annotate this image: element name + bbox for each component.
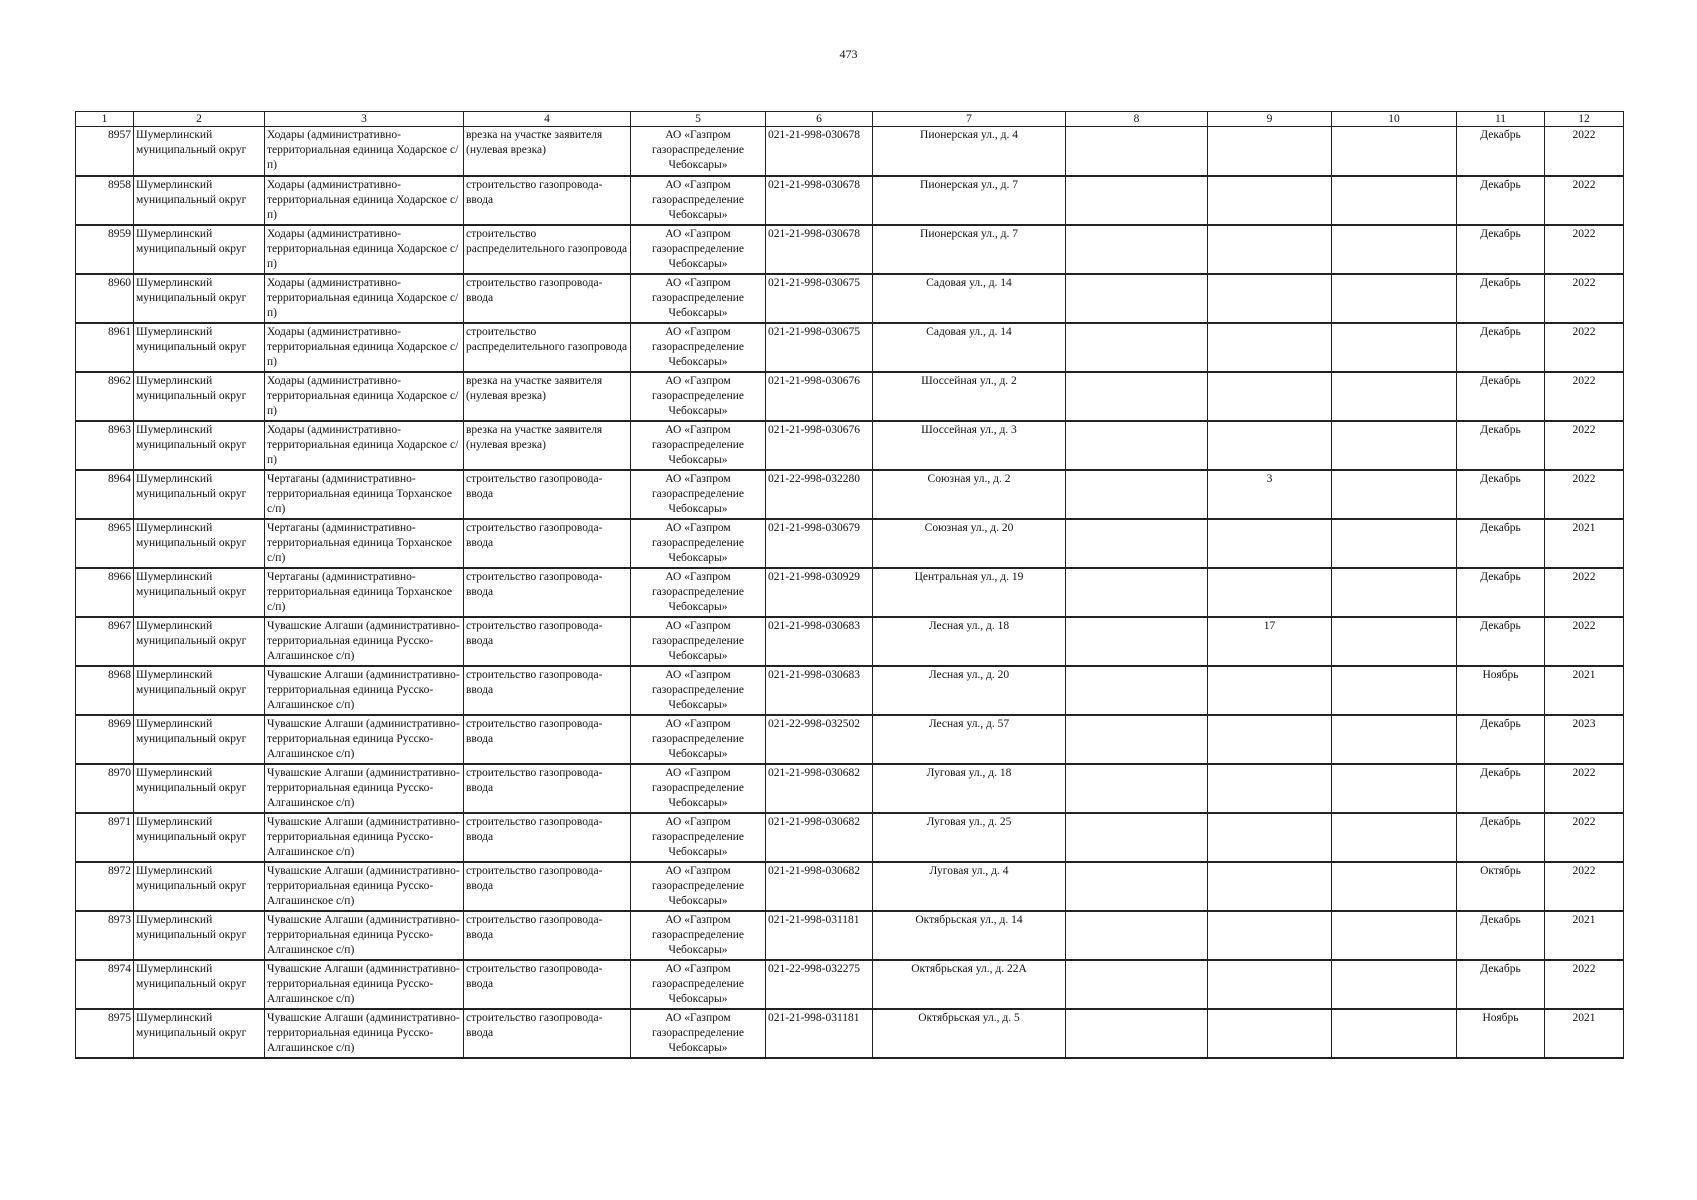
cell-registry-id: 021-21-998-030678 [766, 225, 873, 274]
cell-registry-id: 021-21-998-030678 [766, 176, 873, 225]
cell-address: Лесная ул., д. 18 [873, 617, 1066, 666]
cell-month: Декабрь [1457, 568, 1545, 617]
cell-settlement: Ходары (административно-территориальная единица Ходарское с/п) [265, 176, 464, 225]
cell-year: 2021 [1545, 666, 1624, 715]
cell-settlement: Ходары (административно-территориальная единица Ходарское с/п) [265, 323, 464, 372]
table-row [76, 764, 1624, 813]
cell-col8 [1066, 323, 1208, 372]
cell-work-type: врезка на участке заявителя (нулевая врезка) [464, 372, 631, 421]
table-row [76, 127, 1624, 176]
cell-year: 2021 [1545, 1009, 1624, 1058]
cell-number: 8974 [76, 960, 134, 1009]
cell-col10 [1332, 421, 1457, 470]
cell-month: Декабрь [1457, 421, 1545, 470]
cell-organization: АО «Газпром газораспределение Чебоксары» [631, 127, 766, 176]
cell-col8 [1066, 127, 1208, 176]
cell-registry-id: 021-22-998-032502 [766, 715, 873, 764]
cell-work-type: строительство газопровода-ввода [464, 960, 631, 1009]
cell-settlement: Чувашские Алгаши (административно-территориальная единица Русско-Алгашинское с/п) [265, 813, 464, 862]
cell-work-type: строительство газопровода-ввода [464, 715, 631, 764]
cell-year: 2022 [1545, 176, 1624, 225]
cell-address: Союзная ул., д. 2 [873, 470, 1066, 519]
cell-month: Декабрь [1457, 127, 1545, 176]
cell-settlement: Чувашские Алгаши (административно-территориальная единица Русско-Алгашинское с/п) [265, 862, 464, 911]
cell-number: 8968 [76, 666, 134, 715]
cell-district: Шумерлинский муниципальный округ [134, 764, 265, 813]
cell-address: Пионерская ул., д. 4 [873, 127, 1066, 176]
cell-registry-id: 021-21-998-030679 [766, 519, 873, 568]
cell-col9 [1208, 911, 1332, 960]
cell-work-type: строительство газопровода-ввода [464, 764, 631, 813]
cell-col8 [1066, 617, 1208, 666]
cell-district: Шумерлинский муниципальный округ [134, 911, 265, 960]
table-row [76, 421, 1624, 470]
cell-col9 [1208, 225, 1332, 274]
cell-registry-id: 021-21-998-030683 [766, 617, 873, 666]
cell-work-type: строительство газопровода-ввода [464, 176, 631, 225]
cell-settlement: Ходары (административно-территориальная единица Ходарское с/п) [265, 225, 464, 274]
cell-year: 2022 [1545, 225, 1624, 274]
cell-address: Шоссейная ул., д. 3 [873, 421, 1066, 470]
cell-col8 [1066, 960, 1208, 1009]
cell-col10 [1332, 470, 1457, 519]
cell-col10 [1332, 715, 1457, 764]
cell-district: Шумерлинский муниципальный округ [134, 421, 265, 470]
cell-number: 8965 [76, 519, 134, 568]
table-row [76, 372, 1624, 421]
cell-registry-id: 021-21-998-030682 [766, 862, 873, 911]
cell-col9 [1208, 568, 1332, 617]
table-row [76, 666, 1624, 715]
cell-district: Шумерлинский муниципальный округ [134, 813, 265, 862]
cell-col9 [1208, 764, 1332, 813]
cell-col10 [1332, 372, 1457, 421]
cell-organization: АО «Газпром газораспределение Чебоксары» [631, 323, 766, 372]
cell-address: Луговая ул., д. 4 [873, 862, 1066, 911]
cell-year: 2022 [1545, 813, 1624, 862]
cell-year: 2022 [1545, 470, 1624, 519]
column-header: 10 [1332, 112, 1457, 127]
cell-month: Декабрь [1457, 960, 1545, 1009]
register-table [75, 111, 1624, 1059]
table-row [76, 911, 1624, 960]
cell-district: Шумерлинский муниципальный округ [134, 176, 265, 225]
cell-year: 2022 [1545, 372, 1624, 421]
column-header: 11 [1457, 112, 1545, 127]
cell-col8 [1066, 274, 1208, 323]
cell-organization: АО «Газпром газораспределение Чебоксары» [631, 1009, 766, 1058]
cell-registry-id: 021-21-998-030675 [766, 323, 873, 372]
cell-registry-id: 021-21-998-030678 [766, 127, 873, 176]
cell-col9 [1208, 274, 1332, 323]
cell-col9 [1208, 715, 1332, 764]
cell-number: 8957 [76, 127, 134, 176]
cell-col10 [1332, 274, 1457, 323]
cell-settlement: Чертаганы (административно-территориальная единица Торханское с/п) [265, 568, 464, 617]
table-row [76, 715, 1624, 764]
cell-address: Шоссейная ул., д. 2 [873, 372, 1066, 421]
cell-col9 [1208, 1009, 1332, 1058]
cell-district: Шумерлинский муниципальный округ [134, 568, 265, 617]
cell-month: Декабрь [1457, 372, 1545, 421]
cell-col9: 3 [1208, 470, 1332, 519]
cell-organization: АО «Газпром газораспределение Чебоксары» [631, 568, 766, 617]
cell-district: Шумерлинский муниципальный округ [134, 225, 265, 274]
cell-address: Луговая ул., д. 18 [873, 764, 1066, 813]
cell-month: Декабрь [1457, 470, 1545, 519]
cell-work-type: строительство распределительного газопровода [464, 225, 631, 274]
cell-address: Лесная ул., д. 57 [873, 715, 1066, 764]
cell-number: 8967 [76, 617, 134, 666]
cell-address: Пионерская ул., д. 7 [873, 176, 1066, 225]
cell-col10 [1332, 666, 1457, 715]
cell-settlement: Чувашские Алгаши (административно-территориальная единица Русско-Алгашинское с/п) [265, 960, 464, 1009]
cell-col10 [1332, 862, 1457, 911]
cell-month: Декабрь [1457, 911, 1545, 960]
cell-month: Декабрь [1457, 617, 1545, 666]
cell-col10 [1332, 911, 1457, 960]
cell-settlement: Ходары (административно-территориальная единица Ходарское с/п) [265, 127, 464, 176]
cell-number: 8971 [76, 813, 134, 862]
cell-col10 [1332, 764, 1457, 813]
cell-col9 [1208, 127, 1332, 176]
cell-work-type: строительство газопровода-ввода [464, 617, 631, 666]
column-header: 8 [1066, 112, 1208, 127]
cell-organization: АО «Газпром газораспределение Чебоксары» [631, 666, 766, 715]
cell-organization: АО «Газпром газораспределение Чебоксары» [631, 421, 766, 470]
cell-col8 [1066, 225, 1208, 274]
cell-settlement: Чувашские Алгаши (административно-территориальная единица Русско-Алгашинское с/п) [265, 666, 464, 715]
cell-month: Декабрь [1457, 274, 1545, 323]
table-row [76, 323, 1624, 372]
cell-address: Октябрьская ул., д. 5 [873, 1009, 1066, 1058]
cell-col9 [1208, 666, 1332, 715]
cell-settlement: Чувашские Алгаши (административно-территориальная единица Русско-Алгашинское с/п) [265, 617, 464, 666]
column-header: 2 [134, 112, 265, 127]
cell-work-type: строительство газопровода-ввода [464, 274, 631, 323]
cell-address: Садовая ул., д. 14 [873, 274, 1066, 323]
cell-organization: АО «Газпром газораспределение Чебоксары» [631, 813, 766, 862]
cell-year: 2022 [1545, 421, 1624, 470]
cell-col8 [1066, 568, 1208, 617]
cell-registry-id: 021-21-998-030676 [766, 372, 873, 421]
cell-year: 2022 [1545, 274, 1624, 323]
table-row [76, 225, 1624, 274]
cell-work-type: врезка на участке заявителя (нулевая врезка) [464, 421, 631, 470]
cell-work-type: врезка на участке заявителя (нулевая врезка) [464, 127, 631, 176]
cell-registry-id: 021-21-998-030929 [766, 568, 873, 617]
cell-year: 2022 [1545, 862, 1624, 911]
cell-number: 8963 [76, 421, 134, 470]
cell-col8 [1066, 519, 1208, 568]
cell-settlement: Ходары (административно-территориальная единица Ходарское с/п) [265, 372, 464, 421]
cell-organization: АО «Газпром газораспределение Чебоксары» [631, 715, 766, 764]
cell-year: 2022 [1545, 127, 1624, 176]
cell-district: Шумерлинский муниципальный округ [134, 274, 265, 323]
page-number: 473 [839, 47, 858, 61]
cell-number: 8970 [76, 764, 134, 813]
cell-col9 [1208, 960, 1332, 1009]
cell-col8 [1066, 862, 1208, 911]
cell-district: Шумерлинский муниципальный округ [134, 519, 265, 568]
cell-month: Декабрь [1457, 225, 1545, 274]
cell-settlement: Чувашские Алгаши (административно-территориальная единица Русско-Алгашинское с/п) [265, 911, 464, 960]
cell-address: Октябрьская ул., д. 14 [873, 911, 1066, 960]
cell-number: 8972 [76, 862, 134, 911]
cell-organization: АО «Газпром газораспределение Чебоксары» [631, 372, 766, 421]
cell-district: Шумерлинский муниципальный округ [134, 617, 265, 666]
cell-year: 2022 [1545, 617, 1624, 666]
cell-district: Шумерлинский муниципальный округ [134, 470, 265, 519]
cell-organization: АО «Газпром газораспределение Чебоксары» [631, 470, 766, 519]
table-row [76, 568, 1624, 617]
cell-organization: АО «Газпром газораспределение Чебоксары» [631, 862, 766, 911]
cell-number: 8961 [76, 323, 134, 372]
cell-work-type: строительство газопровода-ввода [464, 813, 631, 862]
cell-district: Шумерлинский муниципальный округ [134, 1009, 265, 1058]
cell-district: Шумерлинский муниципальный округ [134, 372, 265, 421]
cell-district: Шумерлинский муниципальный округ [134, 862, 265, 911]
cell-district: Шумерлинский муниципальный округ [134, 666, 265, 715]
cell-year: 2022 [1545, 960, 1624, 1009]
table-row [76, 813, 1624, 862]
cell-registry-id: 021-22-998-032275 [766, 960, 873, 1009]
cell-col9 [1208, 176, 1332, 225]
cell-organization: АО «Газпром газораспределение Чебоксары» [631, 176, 766, 225]
cell-number: 8969 [76, 715, 134, 764]
table-row [76, 274, 1624, 323]
cell-district: Шумерлинский муниципальный округ [134, 127, 265, 176]
cell-address: Луговая ул., д. 25 [873, 813, 1066, 862]
cell-work-type: строительство газопровода-ввода [464, 470, 631, 519]
cell-organization: АО «Газпром газораспределение Чебоксары» [631, 764, 766, 813]
cell-registry-id: 021-21-998-030683 [766, 666, 873, 715]
cell-year: 2021 [1545, 519, 1624, 568]
cell-organization: АО «Газпром газораспределение Чебоксары» [631, 519, 766, 568]
cell-number: 8966 [76, 568, 134, 617]
cell-settlement: Чертаганы (административно-территориальная единица Торханское с/п) [265, 519, 464, 568]
table-row [76, 176, 1624, 225]
cell-col10 [1332, 617, 1457, 666]
cell-col9 [1208, 813, 1332, 862]
cell-address: Пионерская ул., д. 7 [873, 225, 1066, 274]
column-header: 3 [265, 112, 464, 127]
cell-col10 [1332, 176, 1457, 225]
cell-month: Декабрь [1457, 176, 1545, 225]
cell-registry-id: 021-21-998-030675 [766, 274, 873, 323]
cell-work-type: строительство газопровода-ввода [464, 1009, 631, 1058]
column-header: 5 [631, 112, 766, 127]
cell-registry-id: 021-21-998-030682 [766, 764, 873, 813]
column-header: 4 [464, 112, 631, 127]
cell-address: Лесная ул., д. 20 [873, 666, 1066, 715]
table-row [76, 470, 1624, 519]
cell-col8 [1066, 666, 1208, 715]
cell-month: Декабрь [1457, 813, 1545, 862]
cell-col10 [1332, 960, 1457, 1009]
cell-month: Декабрь [1457, 323, 1545, 372]
cell-col8 [1066, 470, 1208, 519]
cell-col9: 17 [1208, 617, 1332, 666]
cell-registry-id: 021-21-998-030682 [766, 813, 873, 862]
cell-work-type: строительство газопровода-ввода [464, 666, 631, 715]
column-header: 1 [76, 112, 134, 127]
cell-organization: АО «Газпром газораспределение Чебоксары» [631, 274, 766, 323]
cell-col8 [1066, 715, 1208, 764]
cell-col8 [1066, 1009, 1208, 1058]
cell-col8 [1066, 911, 1208, 960]
cell-work-type: строительство газопровода-ввода [464, 862, 631, 911]
cell-col9 [1208, 862, 1332, 911]
column-header: 9 [1208, 112, 1332, 127]
cell-organization: АО «Газпром газораспределение Чебоксары» [631, 225, 766, 274]
cell-number: 8959 [76, 225, 134, 274]
cell-number: 8964 [76, 470, 134, 519]
header-row [76, 112, 1624, 127]
cell-work-type: строительство газопровода-ввода [464, 568, 631, 617]
cell-col8 [1066, 764, 1208, 813]
cell-col10 [1332, 519, 1457, 568]
cell-month: Ноябрь [1457, 666, 1545, 715]
cell-organization: АО «Газпром газораспределение Чебоксары» [631, 960, 766, 1009]
cell-district: Шумерлинский муниципальный округ [134, 323, 265, 372]
cell-registry-id: 021-21-998-031181 [766, 911, 873, 960]
cell-district: Шумерлинский муниципальный округ [134, 715, 265, 764]
cell-month: Декабрь [1457, 715, 1545, 764]
cell-work-type: строительство распределительного газопровода [464, 323, 631, 372]
cell-work-type: строительство газопровода-ввода [464, 911, 631, 960]
cell-settlement: Чувашские Алгаши (административно-территориальная единица Русско-Алгашинское с/п) [265, 1009, 464, 1058]
cell-address: Октябрьская ул., д. 22А [873, 960, 1066, 1009]
cell-month: Декабрь [1457, 764, 1545, 813]
table-row [76, 862, 1624, 911]
cell-registry-id: 021-21-998-031181 [766, 1009, 873, 1058]
cell-registry-id: 021-21-998-030676 [766, 421, 873, 470]
cell-number: 8960 [76, 274, 134, 323]
cell-work-type: строительство газопровода-ввода [464, 519, 631, 568]
table-body [76, 127, 1624, 1058]
cell-settlement: Чувашские Алгаши (административно-территориальная единица Русско-Алгашинское с/п) [265, 715, 464, 764]
cell-settlement: Чувашские Алгаши (административно-территориальная единица Русско-Алгашинское с/п) [265, 764, 464, 813]
cell-col10 [1332, 1009, 1457, 1058]
cell-col8 [1066, 372, 1208, 421]
cell-settlement: Чертаганы (административно-территориальная единица Торханское с/п) [265, 470, 464, 519]
cell-organization: АО «Газпром газораспределение Чебоксары» [631, 617, 766, 666]
cell-col10 [1332, 568, 1457, 617]
cell-col10 [1332, 323, 1457, 372]
cell-col10 [1332, 225, 1457, 274]
cell-col8 [1066, 813, 1208, 862]
cell-settlement: Ходары (административно-территориальная единица Ходарское с/п) [265, 274, 464, 323]
cell-organization: АО «Газпром газораспределение Чебоксары» [631, 911, 766, 960]
cell-number: 8975 [76, 1009, 134, 1058]
cell-address: Садовая ул., д. 14 [873, 323, 1066, 372]
cell-settlement: Ходары (административно-территориальная единица Ходарское с/п) [265, 421, 464, 470]
column-header: 12 [1545, 112, 1624, 127]
column-header: 6 [766, 112, 873, 127]
table-row [76, 617, 1624, 666]
cell-col10 [1332, 813, 1457, 862]
cell-col10 [1332, 127, 1457, 176]
cell-address: Центральная ул., д. 19 [873, 568, 1066, 617]
cell-month: Октябрь [1457, 862, 1545, 911]
table-row [76, 519, 1624, 568]
column-header: 7 [873, 112, 1066, 127]
cell-month: Декабрь [1457, 519, 1545, 568]
cell-col8 [1066, 421, 1208, 470]
cell-registry-id: 021-22-998-032280 [766, 470, 873, 519]
cell-month: Ноябрь [1457, 1009, 1545, 1058]
cell-number: 8958 [76, 176, 134, 225]
cell-district: Шумерлинский муниципальный округ [134, 960, 265, 1009]
cell-number: 8962 [76, 372, 134, 421]
cell-year: 2022 [1545, 568, 1624, 617]
cell-year: 2023 [1545, 715, 1624, 764]
cell-year: 2021 [1545, 911, 1624, 960]
table-row [76, 960, 1624, 1009]
cell-col9 [1208, 372, 1332, 421]
cell-col9 [1208, 323, 1332, 372]
cell-year: 2022 [1545, 764, 1624, 813]
cell-col9 [1208, 421, 1332, 470]
cell-number: 8973 [76, 911, 134, 960]
cell-col8 [1066, 176, 1208, 225]
cell-address: Союзная ул., д. 20 [873, 519, 1066, 568]
cell-col9 [1208, 519, 1332, 568]
table-row [76, 1009, 1624, 1058]
cell-year: 2022 [1545, 323, 1624, 372]
